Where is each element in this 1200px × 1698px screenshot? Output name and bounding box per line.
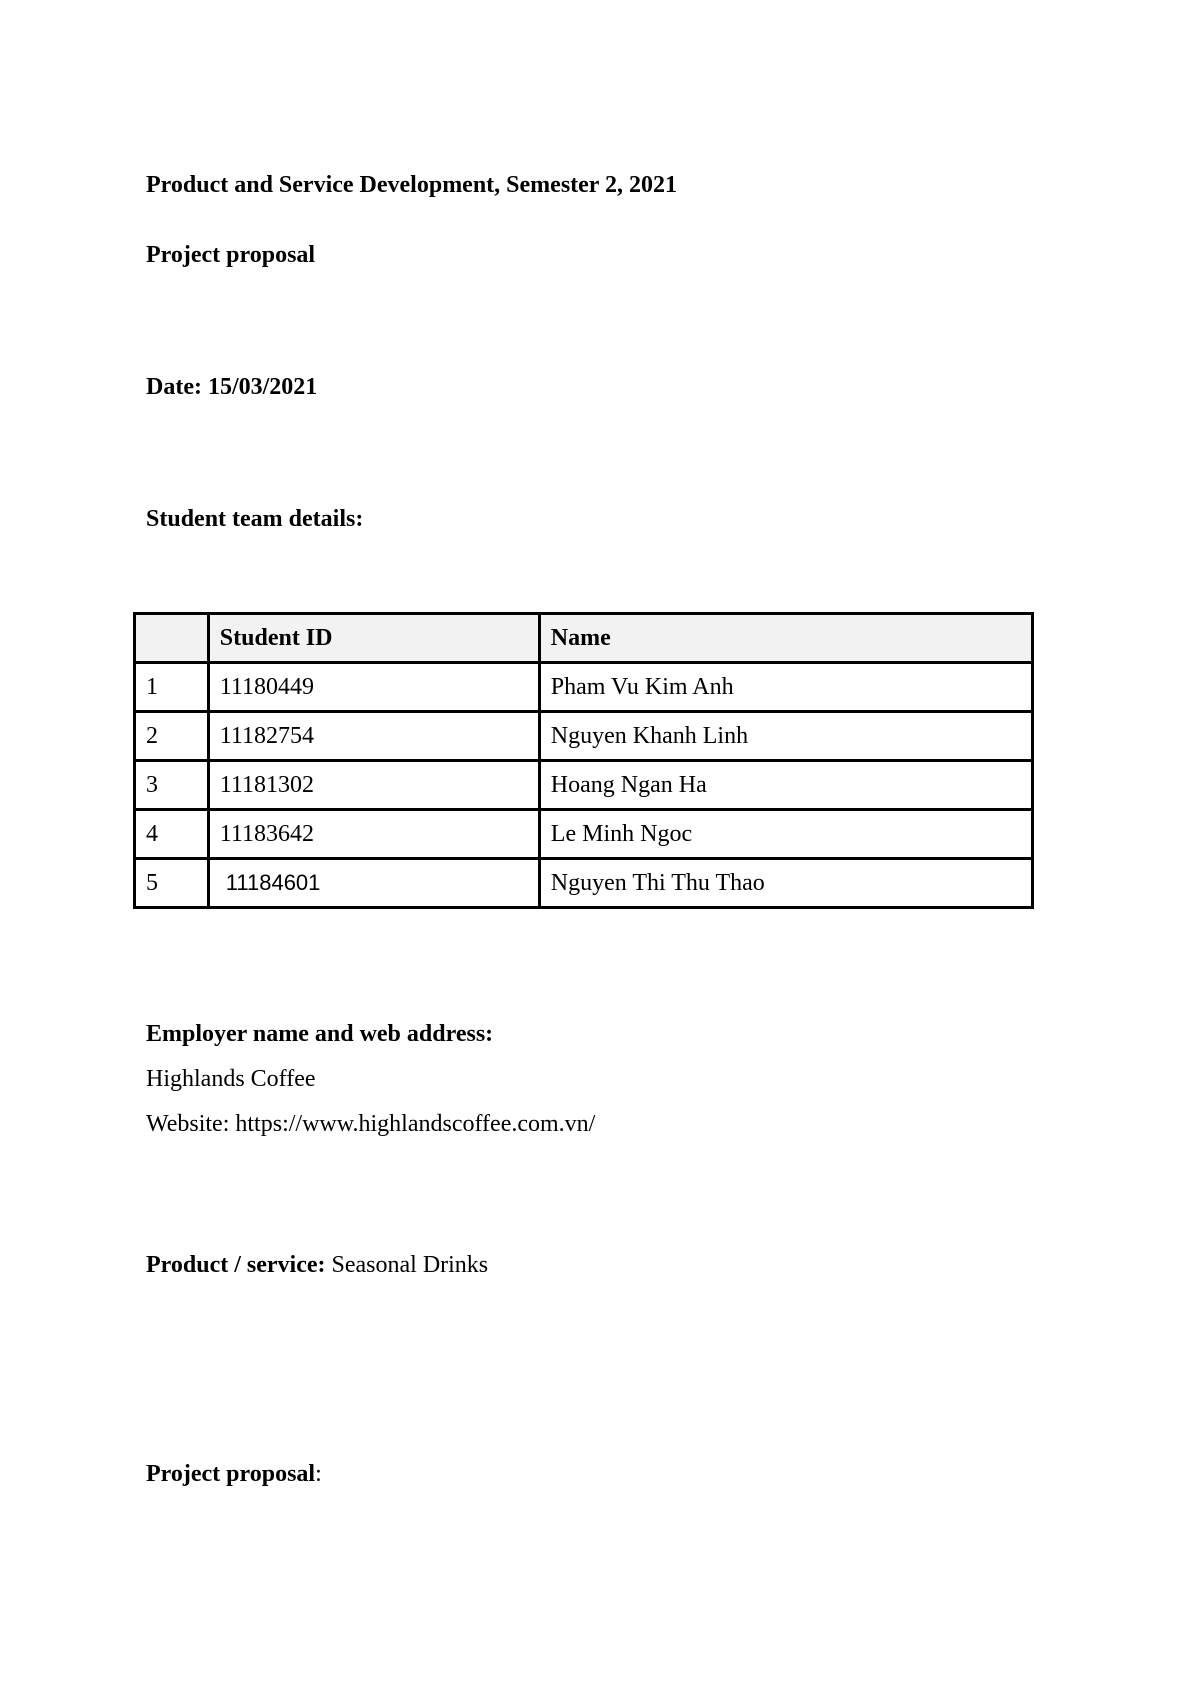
- row-number: 5: [135, 859, 209, 908]
- row-number: 4: [135, 810, 209, 859]
- student-name: Nguyen Thi Thu Thao: [539, 859, 1032, 908]
- proposal-heading-text: Project proposal: [146, 1461, 316, 1487]
- table-header-row: [135, 614, 1033, 663]
- header-cell-student-id: Student ID: [208, 614, 539, 663]
- product-label: Product / service:: [146, 1252, 326, 1278]
- student-name: Le Minh Ngoc: [539, 810, 1032, 859]
- row-number: 1: [135, 663, 209, 712]
- table-row: [135, 663, 1033, 712]
- student-id: 11182754: [208, 712, 539, 761]
- student-id: 11183642: [208, 810, 539, 859]
- employer-name: Highlands Coffee: [146, 1066, 316, 1092]
- employer-heading: Employer name and web address:: [146, 1021, 494, 1047]
- student-name: Nguyen Khanh Linh: [539, 712, 1032, 761]
- date-value: 15/03/2021: [207, 374, 318, 400]
- table-row: [135, 761, 1033, 810]
- date-line: [146, 372, 317, 402]
- student-id: 11180449: [208, 663, 539, 712]
- proposal-heading: [146, 1459, 322, 1489]
- website-label: Website:: [146, 1111, 230, 1137]
- employer-website: [146, 1109, 595, 1139]
- product-line: [146, 1250, 488, 1280]
- student-id: 11184601: [208, 859, 539, 908]
- student-name: Pham Vu Kim Anh: [539, 663, 1032, 712]
- course-title: Product and Service Development, Semester 2, 2021: [146, 172, 678, 198]
- row-number: 3: [135, 761, 209, 810]
- website-url: https://www.highlandscoffee.com.vn/: [235, 1111, 596, 1137]
- team-heading: Student team details:: [146, 506, 364, 532]
- table-row: [135, 712, 1033, 761]
- table-row: [135, 859, 1033, 908]
- row-number: 2: [135, 712, 209, 761]
- header-cell-name: Name: [539, 614, 1032, 663]
- student-id: 11181302: [208, 761, 539, 810]
- proposal-title: Project proposal: [146, 242, 316, 268]
- proposal-heading-colon: :: [315, 1461, 322, 1487]
- table-row: [135, 810, 1033, 859]
- product-value: Seasonal Drinks: [331, 1252, 489, 1278]
- date-label: Date:: [146, 374, 202, 400]
- student-team-table: [133, 612, 1034, 909]
- header-cell-number: [135, 614, 209, 663]
- student-name: Hoang Ngan Ha: [539, 761, 1032, 810]
